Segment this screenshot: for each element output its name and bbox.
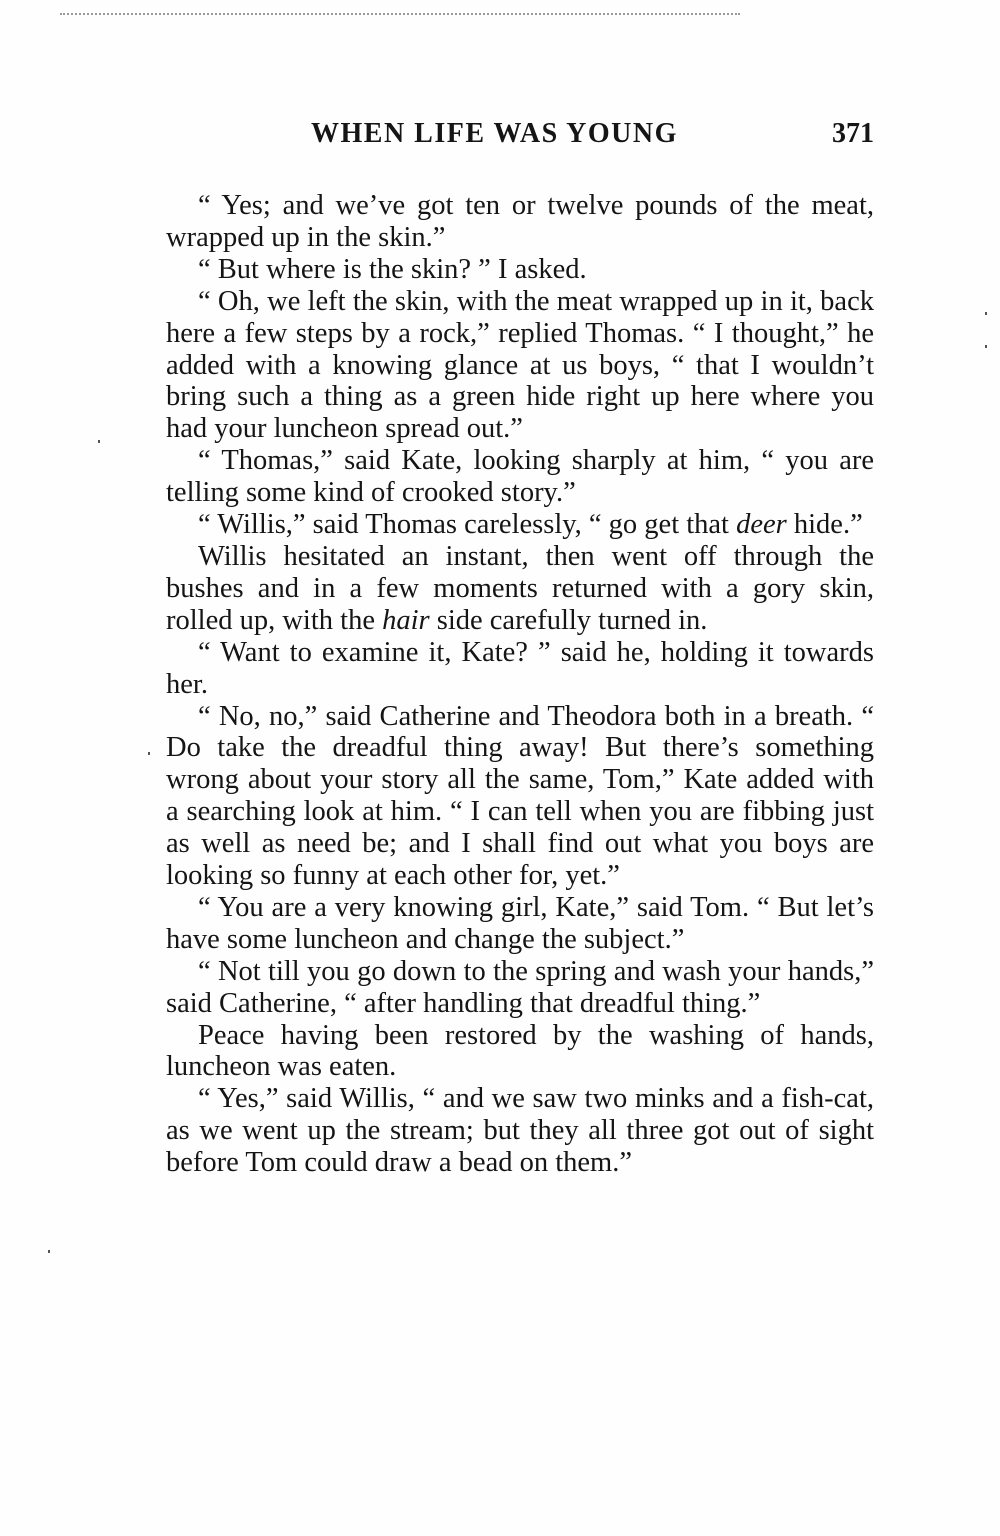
paragraph	[166, 286, 874, 446]
scan-edge-mark	[60, 13, 740, 15]
page-number: 371	[832, 118, 874, 149]
paragraph	[166, 956, 874, 1020]
paragraph-text: “ Yes; and we’ve got ten or twelve pounds of the meat, wrapped up in the skin.”	[166, 190, 874, 253]
scan-speck	[148, 752, 150, 755]
paragraph	[166, 1083, 874, 1179]
paragraph-text: Willis hesitated an instant, then went off through the bushes and in a few moments returned with a gory skin, rolled up, with the	[166, 540, 874, 636]
paragraph	[166, 541, 874, 637]
paragraph-text: “ But where is the skin? ” I asked.	[198, 253, 587, 285]
paragraph-text: “ Thomas,” said Kate, looking sharply at him, “ you are telling some kind of crooked story.”	[166, 445, 874, 509]
paragraph	[166, 701, 874, 892]
paragraph	[166, 509, 874, 541]
paragraph	[166, 892, 874, 956]
scan-speck	[98, 440, 100, 443]
scan-speck	[985, 312, 987, 315]
scan-speck	[985, 345, 987, 348]
paragraph-text: “ Willis,” said Thomas carelessly, “ go get that	[198, 509, 737, 541]
paragraph-text: “ Not till you go down to the spring and wash your hands,” said Catherine, “ after handling that dreadful thing.”	[166, 955, 874, 1019]
italic-text: deer	[736, 509, 787, 541]
paragraph-text: “ Oh, we left the skin, with the meat wrapped up in it, back here a few steps by a rock,” replied Thomas. “ I thought,” he added with a knowing glance at us boys, “ that I wouldn’t bring such a thing as a green hide right up here where you had your luncheon spread out.”	[166, 285, 874, 445]
paragraph-text: side carefully turned in.	[429, 604, 708, 636]
paragraph-text: “ Yes,” said Willis, “ and we saw two minks and a fish-cat, as we went up the stream; but they all three got out of sight before Tom could draw a bead on them.”	[166, 1083, 874, 1179]
paragraph-text: Peace having been restored by the washing of hands, luncheon was eaten.	[166, 1019, 874, 1083]
paragraph	[166, 254, 874, 286]
paragraph	[166, 190, 874, 254]
paragraph	[166, 445, 874, 509]
paragraph-text: hide.”	[786, 509, 863, 541]
paragraph-text: “ No, no,” said Catherine and Theodora both in a breath. “ Do take the dreadful thing away! But there’s something wrong about your story all the same, Tom,” Kate added with a searching look at him. “ I can tell when you are fibbing just as well as need be; and I shall find out what you boys are looking so funny at each other for, yet.”	[166, 700, 874, 892]
paragraph	[166, 1020, 874, 1084]
scan-speck	[48, 1250, 50, 1253]
running-title: WHEN LIFE WAS YOUNG	[311, 118, 678, 149]
body-text	[166, 190, 874, 1179]
italic-text: hair	[382, 604, 430, 636]
paragraph-text: “ Want to examine it, Kate? ” said he, holding it towards her.	[166, 636, 874, 700]
running-head	[166, 118, 874, 158]
paragraph-text: “ You are a very knowing girl, Kate,” said Tom. “ But let’s have some luncheon and change the subject.”	[166, 891, 874, 955]
paragraph	[166, 637, 874, 701]
